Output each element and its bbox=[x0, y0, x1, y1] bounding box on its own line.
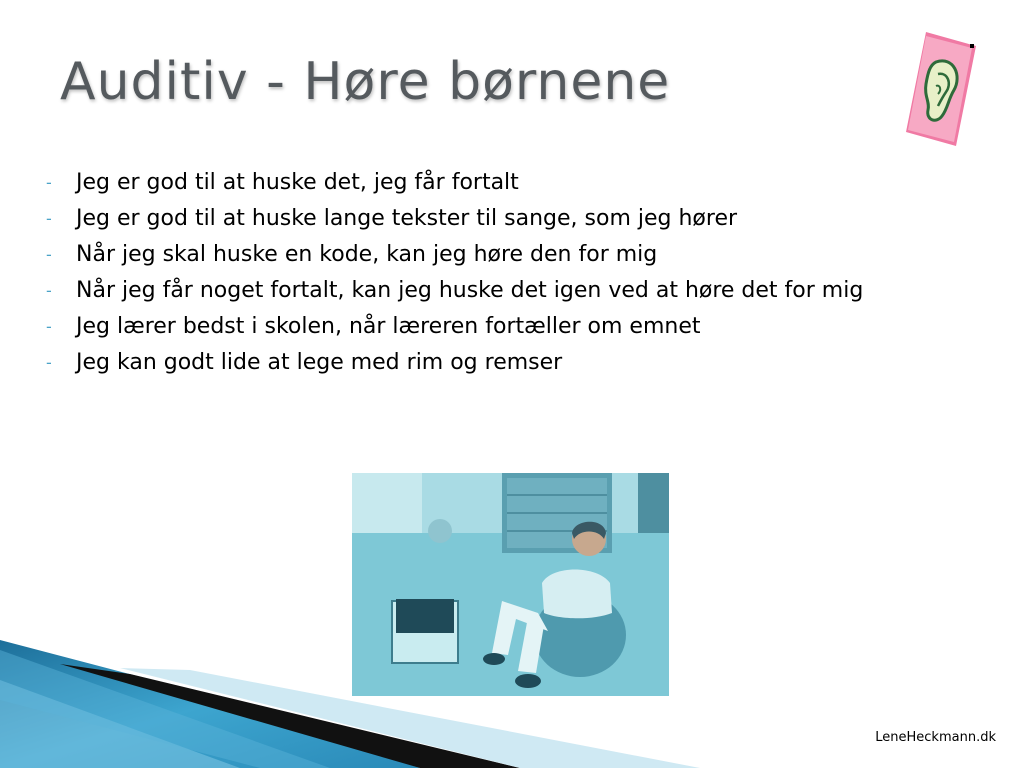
list-item: - Jeg er god til at huske det, jeg får fortalt bbox=[46, 168, 936, 198]
bullet-dash: - bbox=[46, 173, 52, 192]
ear-icon bbox=[896, 32, 976, 146]
list-item: - Jeg kan godt lide at lege med rim og remser bbox=[46, 348, 936, 378]
list-item: - Jeg lærer bedst i skolen, når læreren fortæller om emnet bbox=[46, 312, 936, 342]
list-item: - Når jeg får noget fortalt, kan jeg huske det igen ved at høre det for mig bbox=[46, 276, 936, 306]
bullet-list bbox=[46, 168, 936, 384]
decorative-corner-swoosh bbox=[0, 640, 1024, 768]
bullet-dash: - bbox=[46, 245, 52, 264]
footer-credit: LeneHeckmann.dk bbox=[875, 730, 996, 745]
bullet-dash: - bbox=[46, 281, 52, 300]
slide-title: Auditiv - Høre børnene bbox=[60, 52, 671, 112]
bullet-dash: - bbox=[46, 353, 52, 372]
list-item: - Jeg er god til at huske lange tekster til sange, som jeg hører bbox=[46, 204, 936, 234]
bullet-dash: - bbox=[46, 209, 52, 228]
list-item: - Når jeg skal huske en kode, kan jeg høre den for mig bbox=[46, 240, 936, 270]
bullet-dash: - bbox=[46, 317, 52, 336]
